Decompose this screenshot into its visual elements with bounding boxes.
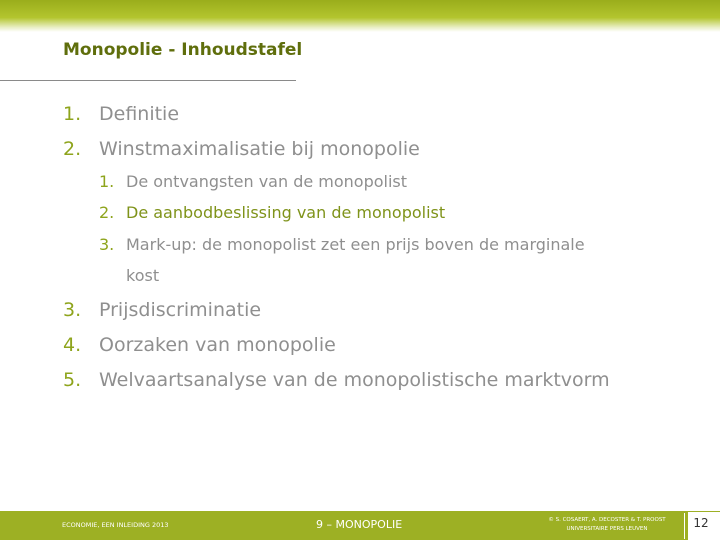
title-divider <box>0 80 296 81</box>
toc-subitem-number: 1. <box>99 172 115 191</box>
toc-item-number: 3. <box>63 299 82 321</box>
page-number: 12 <box>693 516 709 530</box>
footer-divider <box>684 513 685 539</box>
toc-item-number: 2. <box>63 138 82 160</box>
toc-item-number: 1. <box>63 103 82 125</box>
toc-subitem-label: De ontvangsten van de monopolist <box>126 172 408 191</box>
toc-item-label: Prijsdiscriminatie <box>99 299 262 321</box>
toc-subitem-label: De aanbodbeslissing van de monopolist <box>126 203 446 222</box>
toc-item-label: Definitie <box>99 103 180 125</box>
toc-subitem-continuation: kost <box>126 266 160 285</box>
footer-copyright-authors: © S. COSAERT, A. DECOSTER & T. PROOST <box>548 517 666 523</box>
footer-copyright <box>538 516 676 534</box>
footer-course-title: ECONOMIE, EEN INLEIDING 2013 <box>62 521 169 529</box>
toc-subitem-number: 3. <box>99 235 115 254</box>
toc-item-label: Winstmaximalisatie bij monopolie <box>99 138 420 160</box>
toc-subitem-label: Mark-up: de monopolist zet een prijs boven de marginale <box>126 235 585 254</box>
slide-title: Monopolie - Inhoudstafel <box>63 40 303 60</box>
footer-copyright-publisher: UNIVERSITAIRE PERS LEUVEN <box>566 526 648 532</box>
footer-bar <box>0 511 720 540</box>
toc-subitem-number: 2. <box>99 203 115 222</box>
toc-item-number: 5. <box>63 369 82 391</box>
header-bar <box>0 0 720 32</box>
page-number-box <box>688 512 720 540</box>
toc-item-number: 4. <box>63 334 82 356</box>
toc-item-label: Oorzaken van monopolie <box>99 334 336 356</box>
footer-chapter-title: 9 – MONOPOLIE <box>316 518 403 531</box>
toc-item-label: Welvaartsanalyse van de monopolistische marktvorm <box>99 369 610 391</box>
